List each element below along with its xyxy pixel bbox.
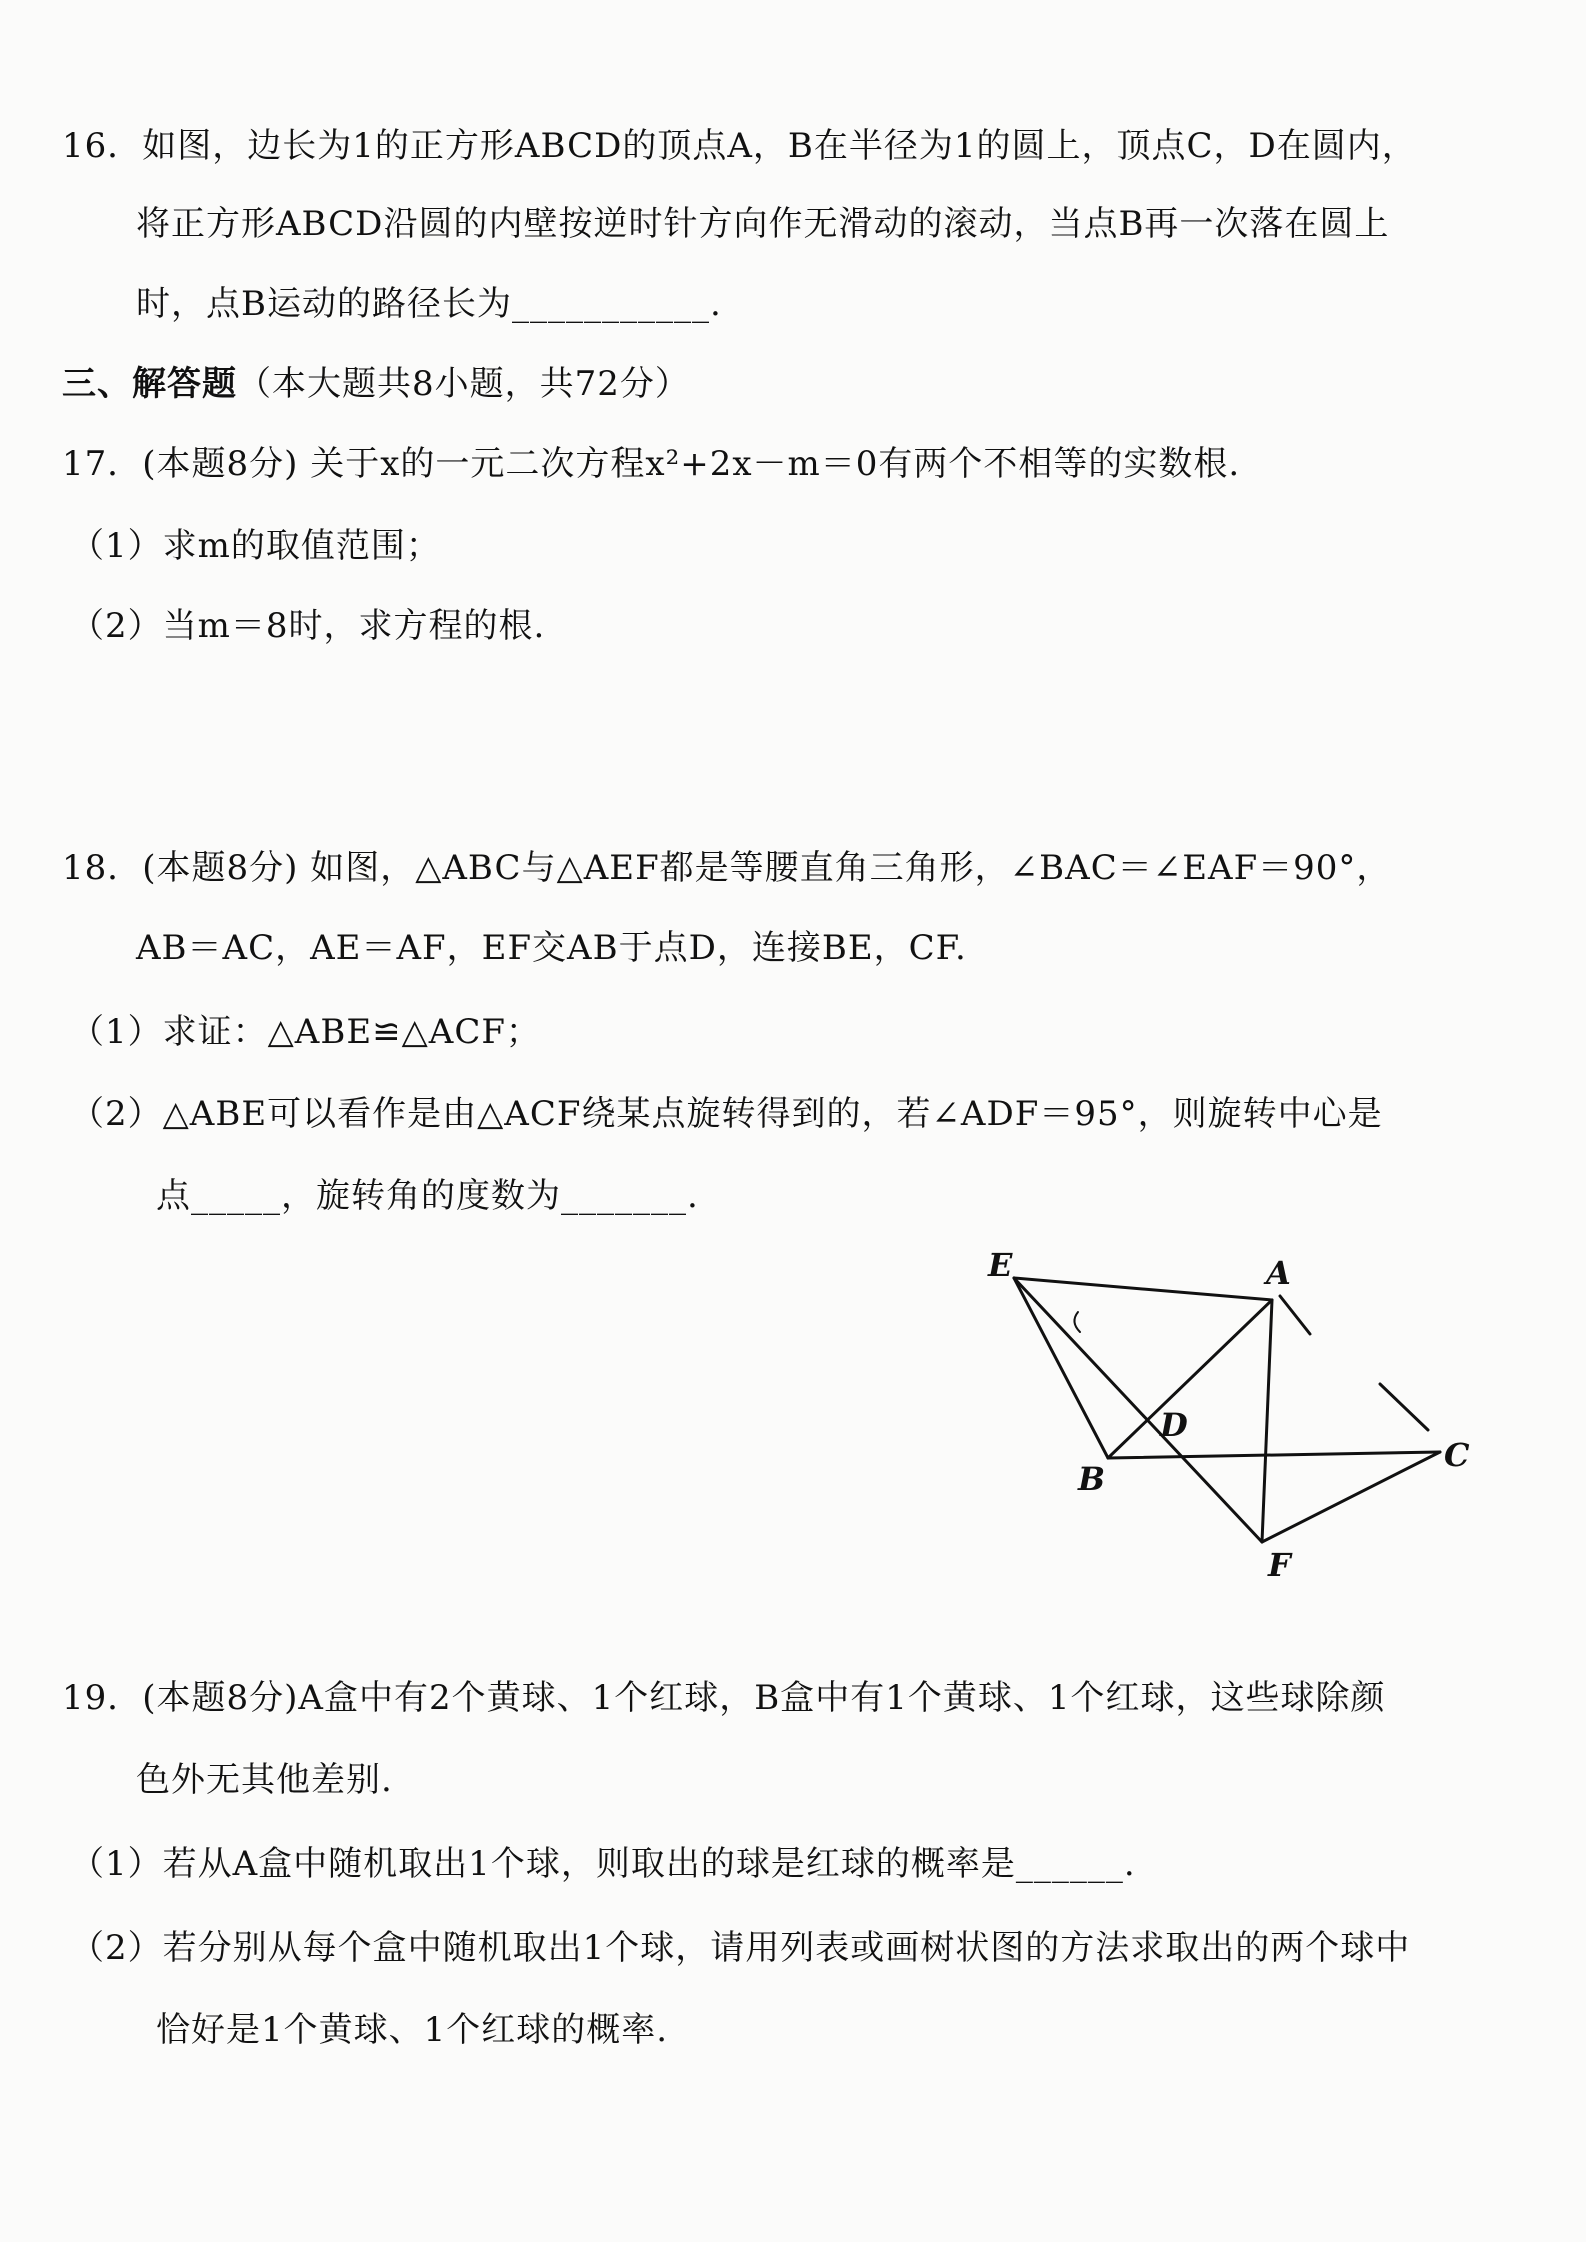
section-3-heading — [62, 362, 690, 406]
label-E: E — [988, 1246, 1013, 1284]
q19-stem-2: 色外无其他差别. — [136, 1760, 393, 1800]
q16-line-3: 时，点B运动的路径长为___________. — [136, 284, 722, 324]
q19-part-2b: 恰好是1个黄球、1个红球的概率. — [156, 2010, 669, 2050]
q18-stem-1: 18．(本题8分) 如图，△ABC与△AEF都是等腰直角三角形，∠BAC＝∠EAF＝90°， — [62, 848, 1392, 888]
q19-part-1: （1）若从A盒中随机取出1个球，则取出的球是红球的概率是______. — [70, 1844, 1136, 1884]
section-3-note: （本大题共8小题，共72分） — [237, 364, 690, 404]
section-3-title: 三、解答题 — [62, 364, 237, 404]
q18-part-2a: （2）△ABE可以看作是由△ACF绕某点旋转得到的，若∠ADF＝95°，则旋转中心是 — [70, 1094, 1383, 1134]
q18-geometry-figure — [980, 1240, 1480, 1590]
stray-mark-A — [1280, 1296, 1310, 1334]
segment-AB — [1108, 1300, 1272, 1458]
q17-part-2: （2）当m＝8时，求方程的根. — [70, 606, 546, 646]
q18-part-2b: 点_____，旋转角的度数为_______. — [156, 1176, 699, 1216]
label-F: F — [1268, 1546, 1291, 1584]
label-B: B — [1078, 1460, 1106, 1498]
q19-stem-1: 19．(本题8分)A盒中有2个黄球、1个红球，B盒中有1个黄球、1个红球，这些球除颜 — [62, 1678, 1386, 1718]
label-A: A — [1266, 1254, 1291, 1292]
q17-stem: 17．(本题8分) 关于x的一元二次方程x²+2x－m＝0有两个不相等的实数根. — [62, 444, 1241, 484]
q19-part-2a: （2）若分别从每个盒中随机取出1个球，请用列表或画树状图的方法求取出的两个球中 — [70, 1928, 1411, 1968]
q17-part-1: （1）求m的取值范围； — [70, 526, 441, 566]
segment-EF — [1014, 1278, 1262, 1542]
label-C: C — [1444, 1436, 1470, 1474]
segment-EA — [1014, 1278, 1272, 1300]
segment-BC — [1108, 1452, 1440, 1458]
q16-line-1: 16．如图，边长为1的正方形ABCD的顶点A，B在半径为1的圆上，顶点C，D在圆内， — [62, 126, 1417, 166]
angle-mark — [1074, 1312, 1080, 1332]
label-D: D — [1160, 1406, 1188, 1444]
q18-figure-svg — [980, 1240, 1480, 1590]
segment-FC — [1262, 1452, 1440, 1542]
q18-part-1: （1）求证：△ABE≌△ACF； — [70, 1012, 541, 1052]
q18-stem-2: AB＝AC，AE＝AF，EF交AB于点D，连接BE，CF. — [136, 928, 967, 968]
segment-AF — [1262, 1300, 1272, 1542]
q16-line-2: 将正方形ABCD沿圆的内壁按逆时针方向作无滑动的滚动，当点B再一次落在圆上 — [136, 204, 1390, 244]
stray-mark-C — [1380, 1384, 1428, 1430]
segment-EB — [1014, 1278, 1108, 1458]
